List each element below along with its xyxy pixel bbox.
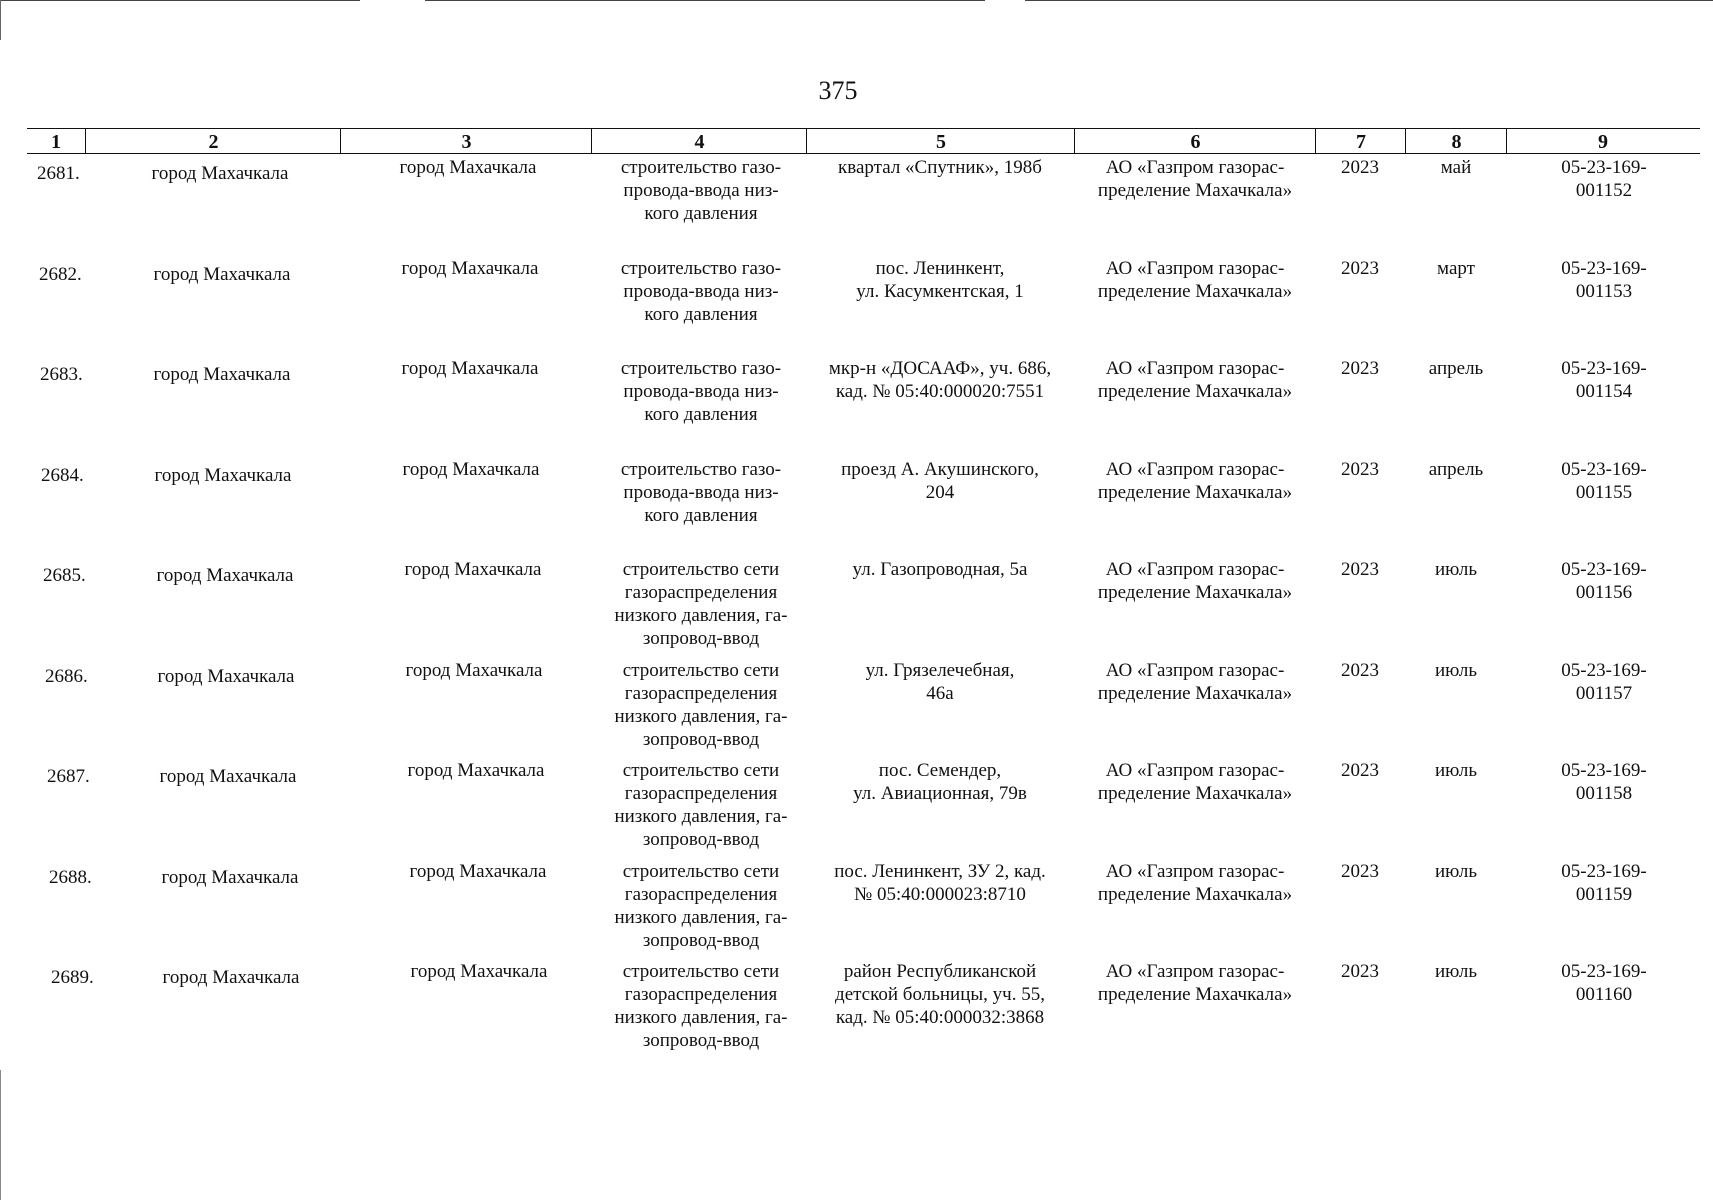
municipality-cell: город Махачкала <box>161 866 299 888</box>
scan-edge-line <box>425 0 985 1</box>
month-cell: июль <box>1434 559 1478 580</box>
table-row <box>27 958 1700 1059</box>
work-type-cell: строительство газо- провода-ввода низ- кого давления <box>620 157 782 224</box>
settlement-cell: город Махачкала <box>404 559 542 580</box>
column-header: 6 <box>1074 129 1316 153</box>
owner-cell: АО «Газпром газорас- пределение Махачкала» <box>1097 860 1293 905</box>
year-cell: 2023 <box>1341 358 1379 379</box>
municipality-cell: город Махачкала <box>153 263 291 285</box>
municipality-cell: город Махачкала <box>159 766 297 787</box>
settlement-cell: город Махачкала <box>401 358 539 379</box>
registry-table <box>27 128 1700 1059</box>
code-cell: 05-23-169- 001156 <box>1561 559 1647 603</box>
address-cell: район Республиканской детской больницы, уч. 55, кад. № 05:40:000032:3868 <box>835 961 1045 1028</box>
column-header: 8 <box>1405 129 1507 153</box>
scan-edge-line <box>1025 0 1713 1</box>
owner-cell: АО «Газпром газорас- пределение Махачкала» <box>1097 458 1293 503</box>
row-number: 2689. <box>51 967 94 988</box>
address-cell: мкр-н «ДОСААФ», уч. 686, кад. № 05:40:000020:7551 <box>828 358 1052 402</box>
column-header: 1 <box>51 131 61 153</box>
work-type-cell: строительство газо- провода-ввода низ- кого давления <box>620 257 782 325</box>
owner-cell: АО «Газпром газорас- пределение Махачкала» <box>1097 659 1293 704</box>
table-row <box>27 154 1700 255</box>
month-cell: март <box>1437 257 1475 279</box>
scan-edge-line <box>0 0 360 1</box>
table-row <box>27 255 1700 356</box>
year-cell: 2023 <box>1341 860 1379 882</box>
municipality-cell: город Махачкала <box>154 464 292 486</box>
settlement-cell: город Махачкала <box>407 760 545 781</box>
month-cell: июль <box>1434 860 1478 882</box>
settlement-cell: город Махачкала <box>401 257 539 279</box>
code-cell: 05-23-169- 001160 <box>1561 961 1647 1005</box>
table-row <box>27 757 1700 858</box>
owner-cell: АО «Газпром газорас- пределение Махачкала» <box>1097 157 1293 201</box>
settlement-cell: город Махачкала <box>410 961 548 982</box>
code-cell: 05-23-169- 001152 <box>1561 157 1647 201</box>
table-body <box>27 154 1700 1059</box>
owner-cell: АО «Газпром газорас- пределение Махачкала» <box>1097 760 1293 804</box>
owner-cell: АО «Газпром газорас- пределение Махачкала» <box>1097 358 1293 402</box>
work-type-cell: строительство сети газораспределения низкого давления, га- зопровод-ввод <box>614 760 788 850</box>
settlement-cell: город Махачкала <box>402 458 540 480</box>
page-number: 375 <box>818 76 858 105</box>
year-cell: 2023 <box>1341 257 1379 279</box>
row-number: 2684. <box>41 464 84 486</box>
owner-cell: АО «Газпром газорас- пределение Махачкала» <box>1097 559 1293 603</box>
settlement-cell: город Махачкала <box>399 157 537 178</box>
municipality-cell: город Махачкала <box>153 364 291 385</box>
address-cell: квартал «Спутник», 198б <box>838 157 1042 178</box>
year-cell: 2023 <box>1341 961 1379 982</box>
address-cell: ул. Газопроводная, 5а <box>852 559 1028 580</box>
table-row <box>27 858 1700 959</box>
month-cell: июль <box>1434 659 1478 681</box>
code-cell: 05-23-169- 001155 <box>1561 458 1647 503</box>
year-cell: 2023 <box>1341 760 1379 781</box>
work-type-cell: строительство сети газораспределения низкого давления, га- зопровод-ввод <box>614 559 788 649</box>
code-cell: 05-23-169- 001154 <box>1561 358 1647 402</box>
year-cell: 2023 <box>1341 157 1379 178</box>
year-cell: 2023 <box>1341 458 1379 480</box>
work-type-cell: строительство газо- провода-ввода низ- кого давления <box>620 358 782 425</box>
owner-cell: АО «Газпром газорас- пределение Махачкала» <box>1097 961 1293 1005</box>
table-row <box>27 456 1700 557</box>
code-cell: 05-23-169- 001157 <box>1561 659 1647 704</box>
row-number: 2686. <box>45 665 88 687</box>
table-header <box>27 128 1700 154</box>
month-cell: июль <box>1434 961 1478 982</box>
municipality-cell: город Махачкала <box>156 565 294 586</box>
table-row <box>27 556 1700 657</box>
settlement-cell: город Махачкала <box>405 659 543 681</box>
year-cell: 2023 <box>1341 559 1379 580</box>
address-cell: пос. Ленинкент, ЗУ 2, кад. № 05:40:000023:8710 <box>834 860 1046 905</box>
row-number: 2681. <box>37 163 80 184</box>
municipality-cell: город Махачкала <box>151 163 289 184</box>
year-cell: 2023 <box>1341 659 1379 681</box>
month-cell: май <box>1440 157 1472 178</box>
row-number: 2682. <box>39 263 82 285</box>
settlement-cell: город Махачкала <box>409 860 547 882</box>
column-header: 5 <box>806 129 1075 153</box>
column-header: 3 <box>340 129 592 153</box>
work-type-cell: строительство газо- провода-ввода низ- кого давления <box>620 458 782 526</box>
column-header: 2 <box>85 129 341 153</box>
table-row <box>27 657 1700 758</box>
column-header: 9 <box>1506 129 1699 153</box>
month-cell: апрель <box>1428 358 1484 379</box>
municipality-cell: город Махачкала <box>162 967 300 988</box>
scan-edge-line <box>0 0 1 40</box>
row-number: 2687. <box>47 766 90 787</box>
address-cell: проезд А. Акушинского, 204 <box>841 458 1039 503</box>
address-cell: пос. Семендер, ул. Авиационная, 79в <box>853 760 1027 804</box>
code-cell: 05-23-169- 001159 <box>1561 860 1647 905</box>
month-cell: апрель <box>1428 458 1484 480</box>
code-cell: 05-23-169- 001158 <box>1561 760 1647 804</box>
row-number: 2685. <box>43 565 86 586</box>
row-number: 2688. <box>49 866 92 888</box>
owner-cell: АО «Газпром газорас- пределение Махачкала» <box>1097 257 1293 302</box>
code-cell: 05-23-169- 001153 <box>1561 257 1647 302</box>
municipality-cell: город Махачкала <box>157 665 295 687</box>
month-cell: июль <box>1434 760 1478 781</box>
row-number: 2683. <box>40 364 83 385</box>
scan-edge-line <box>0 1070 1 1200</box>
address-cell: ул. Грязелечебная, 46а <box>865 659 1015 704</box>
work-type-cell: строительство сети газораспределения низкого давления, га- зопровод-ввод <box>614 860 788 951</box>
work-type-cell: строительство сети газораспределения низкого давления, га- зопровод-ввод <box>614 659 788 750</box>
column-header: 4 <box>591 129 807 153</box>
work-type-cell: строительство сети газораспределения низкого давления, га- зопровод-ввод <box>614 961 788 1051</box>
table-row <box>27 355 1700 456</box>
address-cell: пос. Ленинкент, ул. Касумкентская, 1 <box>856 257 1024 302</box>
column-header: 7 <box>1315 129 1406 153</box>
